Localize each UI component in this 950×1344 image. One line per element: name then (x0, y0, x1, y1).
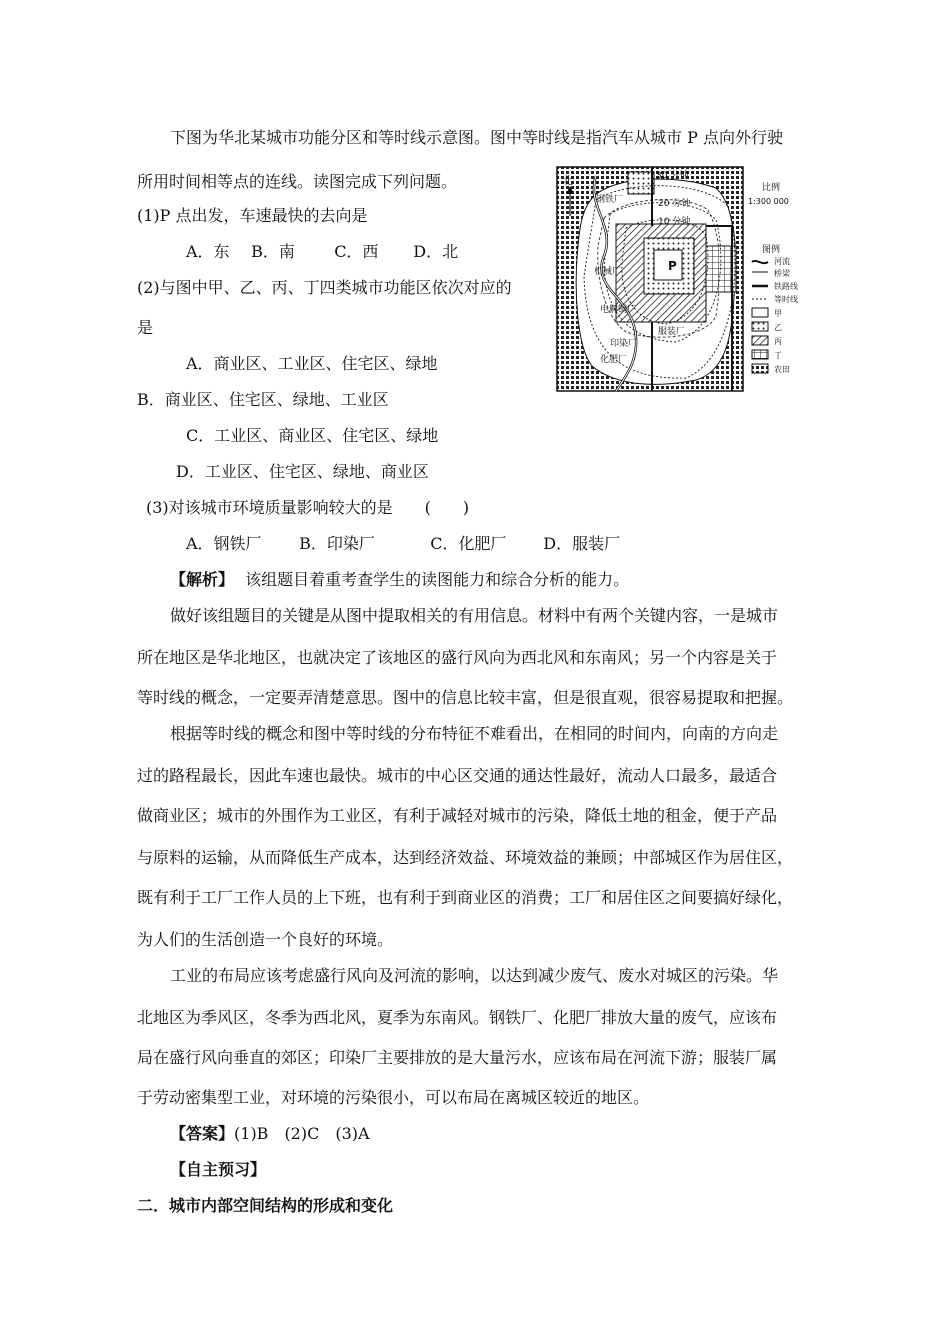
analysis-lead: 该组题目着重考查学生的读图能力和综合分析的能力。 (245, 570, 630, 589)
legend-railway: 铁路线 (774, 282, 798, 291)
q3-option-d: D．服装厂 (543, 534, 621, 553)
answer-line (170, 1124, 370, 1144)
city-function-map (556, 166, 820, 392)
legend-jia-swatch (752, 308, 768, 317)
analysis-p3-line: 工业的布局应该考虑盛行风向及河流的影响，以达到减少废气、废水对城区的污染。华 (170, 966, 779, 985)
factory-machinery: 机械厂 (594, 267, 622, 277)
intro-line-2: 所用时间相等点的连线。读图完成下列问题。 (137, 172, 458, 191)
isochrone-label-20: 20 分钟 (658, 199, 691, 209)
q1-option-c: C．西 (334, 242, 379, 261)
legend-ding: 丁 (774, 351, 782, 360)
q1-option-b: B．南 (251, 242, 295, 261)
legend (752, 256, 798, 374)
legend-jia: 甲 (774, 309, 782, 318)
analysis-p1-line: 等时线的概念，一定要弄清楚意思。图中的信息比较丰富，但是很直观，很容易提取和把握。 (137, 688, 794, 707)
isochrone-label-10: 10 分钟 (658, 217, 691, 227)
legend-isochrone: 等时线 (774, 295, 798, 304)
analysis-label: 【解析】 (170, 570, 235, 589)
legend-bing-swatch (752, 336, 768, 345)
section-title: 二．城市内部空间结构的形成和变化 (137, 1196, 394, 1215)
q2-option-a: A．商业区、工业区、住宅区、绿地 (186, 354, 438, 373)
factory-clothing: 服装厂 (658, 327, 686, 337)
analysis-p3-line: 于劳动密集型工业，对环境的污染很小，可以布局在离城区较近的地区。 (137, 1088, 650, 1107)
factory-copper: 电解铜厂 (600, 305, 637, 315)
factory-fertilizer: 化肥厂 (600, 355, 628, 365)
analysis-p2-line: 与原料的运输，从而降低生产成本，达到经济效益、环境效益的兼顾；中部城区作为居住区， (137, 848, 794, 867)
legend-bridge: 桥梁 (774, 269, 790, 278)
q3-stem: (3)对该城市环境质量影响较大的是 ( ) (146, 498, 470, 517)
legend-ding-swatch (752, 350, 768, 359)
q1-option-d: D．北 (413, 242, 459, 261)
q2-option-b: B．商业区、住宅区、绿地、工业区 (137, 390, 389, 409)
q2-stem-1: (2)与图中甲、乙、丙、丁四类城市功能区依次对应的 (137, 278, 512, 297)
q3-option-c: C．化肥厂 (430, 534, 507, 553)
q1-options (186, 242, 458, 262)
q1-option-a: A．东 (186, 242, 230, 261)
factory-steel: 钢铁厂 (596, 195, 624, 205)
analysis-p2-line: 既有利于工厂工作人员的上下班，也有利于到商业区的消费；工厂和居住区之间要搞好绿化， (137, 888, 794, 907)
legend-yi: 乙 (774, 323, 782, 332)
point-p: P (668, 259, 677, 273)
legend-river-swatch (752, 261, 768, 263)
legend-river: 河流 (774, 257, 790, 266)
analysis-lead-line (170, 570, 629, 590)
analysis-p3-line: 局在盛行风向垂直的郊区；印染厂主要排放的是大量污水，应该布局在河流下游；服装厂属 (137, 1048, 778, 1067)
legend-bing: 丙 (774, 337, 782, 346)
legend-farmland: 农田 (774, 365, 790, 374)
analysis-p2-line: 根据等时线的概念和图中等时线的分布特征不难看出，在相同的时间内，向南的方向走 (170, 724, 779, 743)
intro-line-1: 下图为华北某城市功能分区和等时线示意图。图中等时线是指汽车从城市 P 点向外行驶 (170, 128, 783, 147)
q3-options (186, 534, 620, 554)
q1-stem: (1)P 点出发，车速最快的去向是 (137, 206, 368, 225)
legend-farmland-swatch (752, 364, 768, 373)
legend-yi-swatch (752, 322, 768, 331)
north-label: 北 (562, 174, 573, 187)
analysis-p2-line: 做商业区；城市的外围作为工业区，有利于减轻对城市的污染，降低土地的租金，便于产品 (137, 806, 778, 825)
analysis-p1-line: 所在地区是华北地区，也就决定了该地区的盛行风向为西北风和东南风；另一个内容是关于 (137, 648, 778, 667)
analysis-p2-line: 为人们的生活创造一个良好的环境。 (137, 930, 394, 949)
scale-title: 比例 (762, 183, 781, 193)
factory-dyeing: 印染厂 (610, 339, 638, 349)
answer-text: (1)B (2)C (3)A (234, 1124, 370, 1143)
legend-title: 图例 (762, 245, 781, 255)
preview-label: 【自主预习】 (170, 1160, 267, 1179)
analysis-p3-line: 北地区为季风区，冬季为西北风，夏季为东南风。钢铁厂、化肥厂排放大量的废气，应该布 (137, 1008, 778, 1027)
analysis-p2-line: 过的路程最长，因此车速也最快。城市的中心区交通的通达性最好，流动人口最多，最适合 (137, 766, 778, 785)
answer-label: 【答案】 (170, 1124, 235, 1143)
zone-industry-north (628, 172, 654, 194)
analysis-p1-line: 做好该组题目的关键是从图中提取相关的有用信息。材料中有两个关键内容，一是城市 (170, 606, 779, 625)
scale-value: 1:300 000 (748, 197, 789, 206)
q3-option-a: A．钢铁厂 (186, 534, 262, 553)
q3-option-b: B．印染厂 (299, 534, 375, 553)
q2-option-c: C．工业区、商业区、住宅区、绿地 (186, 426, 439, 445)
isochrone-label-30: 30 分钟 (656, 171, 689, 181)
q2-option-d: D．工业区、住宅区、绿地、商业区 (176, 462, 429, 481)
q2-stem-2: 是 (137, 318, 154, 337)
